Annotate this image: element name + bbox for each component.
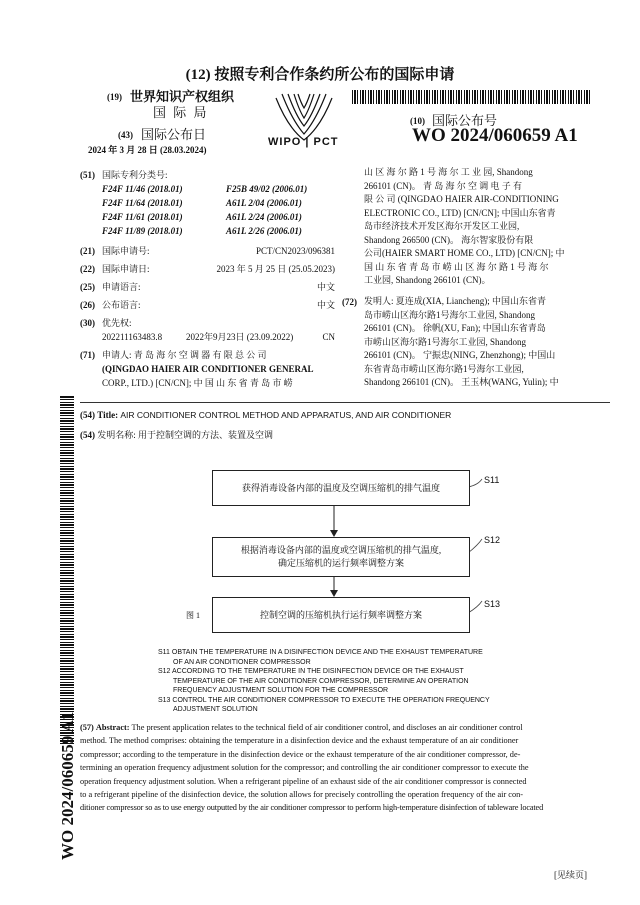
pubdate-label: 国际公布日 — [141, 127, 207, 142]
left-column — [80, 168, 335, 390]
english-title: AIR CONDITIONER CONTROL METHOD AND APPARATUS, AND AIR CONDITIONER — [120, 410, 452, 420]
pubno-label: 国际公布号 — [432, 113, 498, 128]
applicant-row: (71) 申请人: 青 岛 海 尔 空 调 器 有 限 总 公 司 (QINGDAO HAIER AIR CONDITIONER GENERAL CORP., LTD.) [CN/CN]; 中 国 山 东 省 青 岛 市 崂 — [80, 348, 335, 390]
filing-language-row: (25) 申请语言: 中文 — [80, 282, 335, 292]
pubno-number: (10) — [410, 116, 425, 126]
flow-step-s12: 根据消毒设备内部的温度或空调压缩机的排气温度, 确定压缩机的运行频率调整方案 — [212, 537, 470, 577]
chinese-title: 用于控制空调的方法、装置及空调 — [138, 430, 274, 440]
figure-label: 图 1 — [186, 611, 200, 620]
applicant-text: 申请人: 青 岛 海 尔 空 调 器 有 限 总 公 司 (QINGDAO HAIER AIR CONDITIONER GENERAL CORP., LTD.) [CN/CN]; 中 国 山 东 省 青 岛 市 崂 — [102, 350, 314, 388]
side-publication-number: WO 2024/060659 A1 — [58, 711, 77, 860]
document-type-title: (12) 按照专利合作条约所公布的国际申请 — [185, 67, 455, 83]
org-name: 世界知识产权组织 — [130, 89, 235, 104]
inventor-text: 发明人: 夏连成(XIA, Liancheng); 中国山东省青 岛市崂山区海尔路1号海尔工业园, Shandong 266101 (CN)。 徐帆(XU, Fan); 中国山东省青岛 市崂山区海尔路1号海尔工业园, Shandong 266101 (CN)。 宁振忠(NING, Zhenzhong); 中国山 东省青岛市崂山区海尔路1号海尔工业园, Shandong 266101 (CN)。 王玉林(WANG, Yulin); 中 — [364, 296, 559, 387]
pub-language-row: (26) 公布语言: 中文 — [80, 300, 335, 310]
org-bureau: 国 际 局 — [153, 105, 209, 120]
abstract: (57) Abstract: The present application relates to the technical field of air conditioner control, and discloses an air conditioner control method. The method comprises: obtaining the temperature in a disinfection device and the exhaust temperature of an air conditioner compressor; according to the temperature in the disinfection device or the exhaust temperature of the air conditioner compressor, de- termining an operation frequency adjustment solution for the compressor; and controlling the air conditioner compressor to execute the operation frequency adjustment solution. When a refrigerant pipeline of an exhaust side of the air conditioner compressor is connected to a refrigerant pipeline of the disinfection device, the solution allows for precisely controlling the operation frequency of the air con- ditioner compressor so as to use energy outputted by the air conditioner compressor to perform high-temperature disinfection of tableware located — [80, 723, 544, 813]
ipc-code-row: F24F 11/64 (2018.01) A61L 2/04 (2006.01) — [102, 198, 302, 208]
flow-step-s12-id: S12 — [484, 535, 501, 545]
ipc-label: 国际专利分类号: — [102, 170, 168, 180]
figure-legend: S11 OBTAIN THE TEMPERATURE IN A DISINFECTION DEVICE AND THE EXHAUST TEMPERATURE OF AN AIR CONDITIONER COMPRESSOR S12 ACCORDING TO THE TEMPERATURE IN THE DISINFECTION DEVICE OR THE EXHAUST TEMPERATURE OF THE AIR CONDITIONER COMPRESSOR, DETERMINE AN OPERATION FREQUENCY ADJUSTMENT SOLUTION FOR THE COMPRESSOR S13 CONTROL THE AIR CONDITIONER COMPRESSOR TO EXECUTE THE OPERATION FREQUENCY ADJUSTMENT SOLUTION — [158, 649, 490, 713]
inventor-number: (72) — [342, 297, 357, 307]
ipc-codes — [102, 182, 335, 238]
flow-step-s13-id: S13 — [484, 599, 501, 609]
flow-step-s11-id: S11 — [484, 475, 500, 485]
priority-row: (30) 优先权: — [80, 318, 132, 328]
continued-note: [见续页] — [554, 870, 587, 880]
pubdate-number: (43) — [118, 130, 133, 140]
pubdate-value: 2024 年 3 月 28 日 (28.03.2024) — [88, 145, 207, 155]
flow-step-s11: 获得消毒设备内部的温度及空调压缩机的排气温度 — [212, 470, 470, 506]
appno-row: (21) 国际申请号: PCT/CN2023/096381 — [80, 246, 335, 256]
section-divider — [80, 402, 610, 403]
ipc-number: (51) — [80, 170, 95, 180]
chinese-title-row: (54) 发明名称: 用于控制空调的方法、装置及空调 — [80, 430, 274, 440]
org-number: (19) — [107, 92, 122, 102]
pubno-value: WO 2024/060659 A1 — [412, 125, 578, 146]
flow-step-s13: 控制空调的压缩机执行运行频率调整方案 — [212, 597, 470, 633]
right-column-applicants: 山 区 海 尔 路 1 号 海 尔 工 业 园, Shandong 266101 (CN)。 青 岛 海 尔 空 调 电 子 有 限 公 司 (QINGDAO HAIER AIR-CONDITIONING ELECTRONIC CO., LTD) [CN/CN]; 中国山东省青 岛市经济技术开发区海尔开发区工业园, Shandong 266500 (CN)。 海尔智家股份有限 公司(HAIER SMART HOME CO., LTD) [CN/CN]; 中 国 山 东 省 青 岛 市 崂 山 区 海 尔 路 1 号 海 尔 工业园, Shandong 266101 (CN)。 — [364, 167, 565, 285]
priority-detail: 202211163483.8 2022年9月23日 (23.09.2022) CN — [102, 332, 335, 342]
english-title-row: (54) Title: AIR CONDITIONER CONTROL METHOD AND APPARATUS, AND AIR CONDITIONER — [80, 410, 452, 420]
ipc-row — [80, 168, 335, 182]
filing-date-row: (22) 国际申请日: 2023 年 5 月 25 日 (25.05.2023) — [80, 264, 335, 274]
wipo-pct-wordmark: WIPO | PCT — [268, 136, 339, 148]
barcode-top — [352, 90, 590, 104]
ipc-code-row: F24F 11/46 (2018.01) F25B 49/02 (2006.01) — [102, 184, 308, 194]
ipc-code-row: F24F 11/89 (2018.01) A61L 2/26 (2006.01) — [102, 226, 302, 236]
barcode-side — [60, 396, 74, 744]
ipc-code-row: F24F 11/61 (2018.01) A61L 2/24 (2006.01) — [102, 212, 302, 222]
